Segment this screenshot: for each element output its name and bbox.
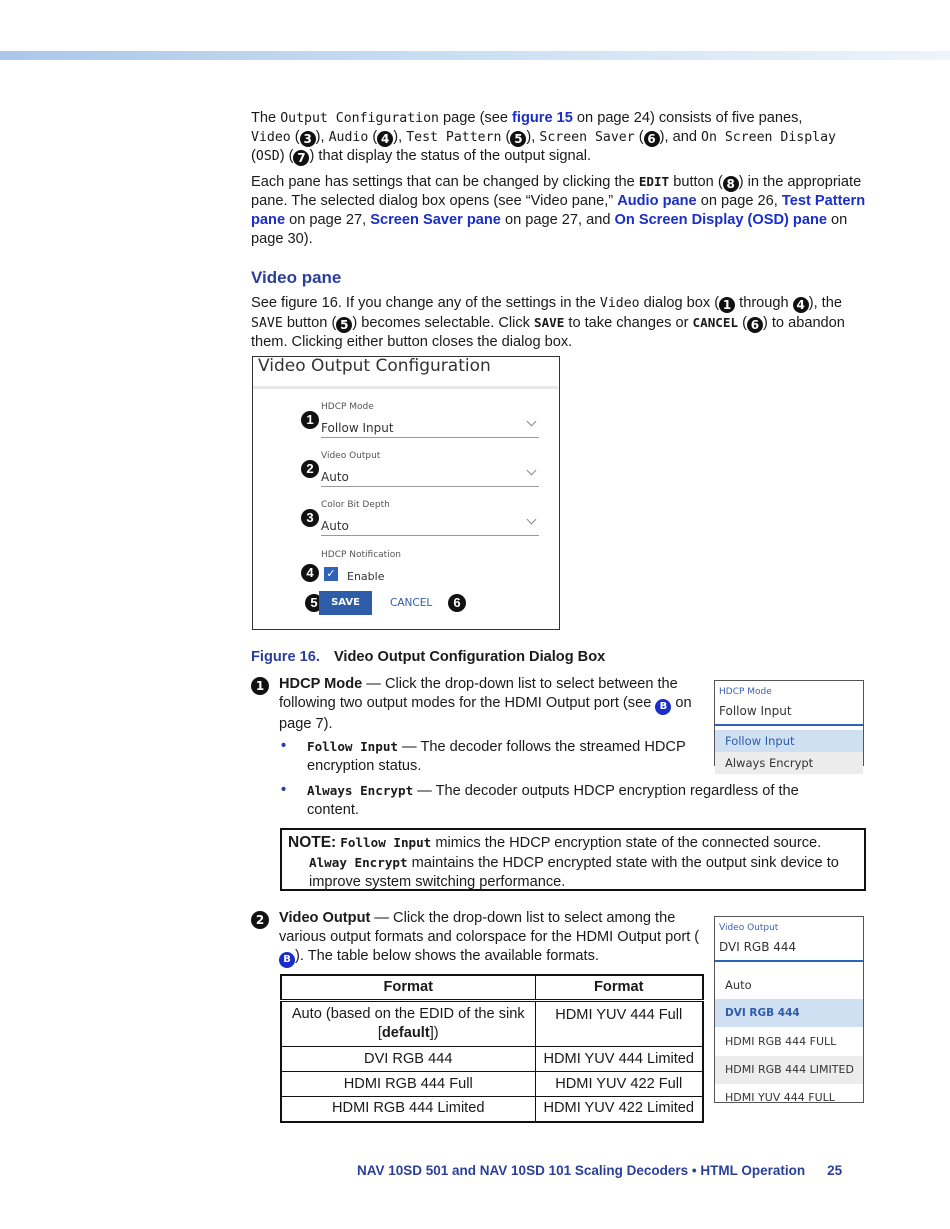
color-bit-depth-value: Auto bbox=[321, 519, 349, 533]
dropdown-option[interactable]: HDMI YUV 444 FULL bbox=[725, 1091, 835, 1104]
figure-15-link[interactable]: figure 15 bbox=[512, 110, 573, 126]
hdcp-mode-description: HDCP Mode — Click the drop-down list to select between the following two output modes for the HDMI Output port (see B on page 7). bbox=[279, 676, 692, 732]
osd-pane-link[interactable]: On Screen Display (OSD) pane bbox=[614, 212, 827, 228]
dropdown-option[interactable]: HDMI RGB 444 FULL bbox=[725, 1035, 837, 1048]
color-bit-depth-label: Color Bit Depth bbox=[321, 500, 390, 510]
cancel-button[interactable]: CANCEL bbox=[390, 597, 433, 609]
callout-5: 5 bbox=[305, 594, 323, 612]
table-header-row bbox=[281, 975, 703, 1001]
dropdown-option[interactable]: Follow Input bbox=[715, 730, 863, 752]
screen-saver-pane-link[interactable]: Screen Saver pane bbox=[370, 212, 501, 228]
figure-caption: Figure 16. Video Output Configuration Dialog Box bbox=[251, 649, 606, 665]
note-line-2: Alway Encrypt maintains the HDCP encrypted state with the output sink device to improve system switching performance. bbox=[309, 855, 839, 890]
table-row bbox=[281, 1072, 703, 1097]
table-cell: HDMI YUV 444 Full bbox=[535, 1001, 703, 1047]
table-header-cell: Format bbox=[281, 975, 535, 1001]
video-output-value: Auto bbox=[321, 470, 349, 484]
page-footer: NAV 10SD 501 and NAV 10SD 101 Scaling Decoders • HTML Operation 25 bbox=[357, 1163, 843, 1178]
enable-checkbox[interactable] bbox=[324, 567, 338, 581]
dropdown-label: HDCP Mode bbox=[719, 687, 772, 697]
hdcp-mode-value: Follow Input bbox=[321, 421, 394, 435]
bullet-icon: • bbox=[281, 738, 287, 754]
checkmark-icon: ✓ bbox=[326, 568, 336, 580]
video-pane-paragraph: See figure 16. If you change any of the settings in the Video dialog box ( 1 through 4 ), the SAVE button ( 5 ) becomes selectable. Click SAVE to take changes or CANCEL ( 6 ) to abandon them. Clicking either button closes the dialog box. bbox=[251, 295, 845, 350]
dropdown-value: Follow Input bbox=[719, 704, 792, 718]
callout-3: 3 bbox=[301, 509, 319, 527]
always-encrypt-bullet: Always Encrypt — The decoder outputs HDCP encryption regardless of the content. bbox=[307, 783, 799, 818]
intro-paragraph-2: Each pane has settings that can be changed by clicking the EDIT button ( 8 ) in the appropriate pane. The selected dialog box opens (see “Video pane,” Audio pane on page 26, Test Pattern pane on page 27, Screen Saver pane on page 27, and On Screen Display (OSD) pane on page 30). bbox=[251, 174, 866, 247]
intro-paragraph-1: The Output Configuration page (see figure 15 on page 24) consists of five panes, Video ( 3 ), Audio ( 4 ), Test Pattern ( 5 ), Screen Saver ( 6 ), and On Screen Display (OSD) ( 7 ) that display the status of the output signal. bbox=[251, 110, 836, 165]
dropdown-option[interactable]: Auto bbox=[725, 978, 752, 992]
hdcp-mode-label: HDCP Mode bbox=[321, 402, 374, 412]
hdcp-mode-dropdown[interactable] bbox=[714, 680, 864, 770]
table-header-cell: Format bbox=[535, 975, 703, 1001]
page-number: 25 bbox=[827, 1163, 843, 1178]
note-box bbox=[280, 828, 866, 891]
video-output-select[interactable] bbox=[321, 447, 539, 487]
dialog-title-divider bbox=[253, 386, 558, 389]
table-row bbox=[281, 1047, 703, 1072]
item-1-badge: 1 bbox=[251, 675, 269, 695]
color-bit-depth-select[interactable] bbox=[321, 496, 539, 536]
video-output-description: Video Output — Click the drop-down list to select among the various output formats and colorspace for the HDMI Output port (B ). The table below shows the available formats. bbox=[279, 909, 707, 968]
item-2-badge: 2 bbox=[251, 909, 269, 929]
note-line-1: NOTE: Follow Input mimics the HDCP encryption state of the connected source. bbox=[288, 834, 822, 851]
video-output-dropdown[interactable] bbox=[714, 916, 864, 1103]
callout-6: 6 bbox=[448, 594, 466, 612]
hdcp-mode-select[interactable] bbox=[321, 398, 539, 438]
enable-checkbox-label: Enable bbox=[347, 570, 385, 583]
bullet-icon: • bbox=[281, 782, 287, 798]
follow-input-bullet: Follow Input — The decoder follows the streamed HDCP encryption status. bbox=[307, 739, 686, 774]
callout-2: 2 bbox=[301, 460, 319, 478]
video-output-label: Video Output bbox=[321, 451, 381, 461]
hdcp-notification-label: HDCP Notification bbox=[321, 550, 401, 560]
table-cell: HDMI RGB 444 Full bbox=[281, 1072, 535, 1097]
table-cell: DVI RGB 444 bbox=[281, 1047, 535, 1072]
callout-4: 4 bbox=[301, 564, 319, 582]
audio-pane-link[interactable]: Audio pane bbox=[617, 193, 697, 209]
test-pattern-pane-link[interactable]: Test Pattern pane bbox=[251, 193, 866, 228]
dropdown-option[interactable]: DVI RGB 444 bbox=[715, 999, 863, 1027]
dropdown-option[interactable]: Always Encrypt bbox=[715, 752, 863, 774]
header-gradient-bar bbox=[0, 51, 950, 60]
table-cell: HDMI YUV 422 Limited bbox=[535, 1097, 703, 1122]
table-cell: HDMI YUV 444 Limited bbox=[535, 1047, 703, 1072]
callout-1: 1 bbox=[301, 411, 319, 429]
video-output-configuration-dialog bbox=[252, 356, 560, 630]
dialog-title: Video Output Configuration bbox=[258, 356, 491, 376]
table-cell: Auto (based on the EDID of the sink [default]) bbox=[281, 1001, 535, 1047]
video-pane-heading: Video pane bbox=[251, 268, 342, 287]
dropdown-option[interactable]: HDMI RGB 444 LIMITED bbox=[715, 1056, 863, 1084]
table-cell: HDMI YUV 422 Full bbox=[535, 1072, 703, 1097]
dropdown-label: Video Output bbox=[719, 923, 779, 933]
table-row bbox=[281, 1001, 703, 1047]
save-button[interactable]: SAVE bbox=[319, 591, 372, 615]
dropdown-value: DVI RGB 444 bbox=[719, 940, 797, 954]
callout-b-icon: B bbox=[655, 699, 671, 715]
callout-b-icon: B bbox=[279, 952, 295, 968]
table-row bbox=[281, 1097, 703, 1122]
table-cell: HDMI RGB 444 Limited bbox=[281, 1097, 535, 1122]
format-table bbox=[280, 974, 704, 1123]
